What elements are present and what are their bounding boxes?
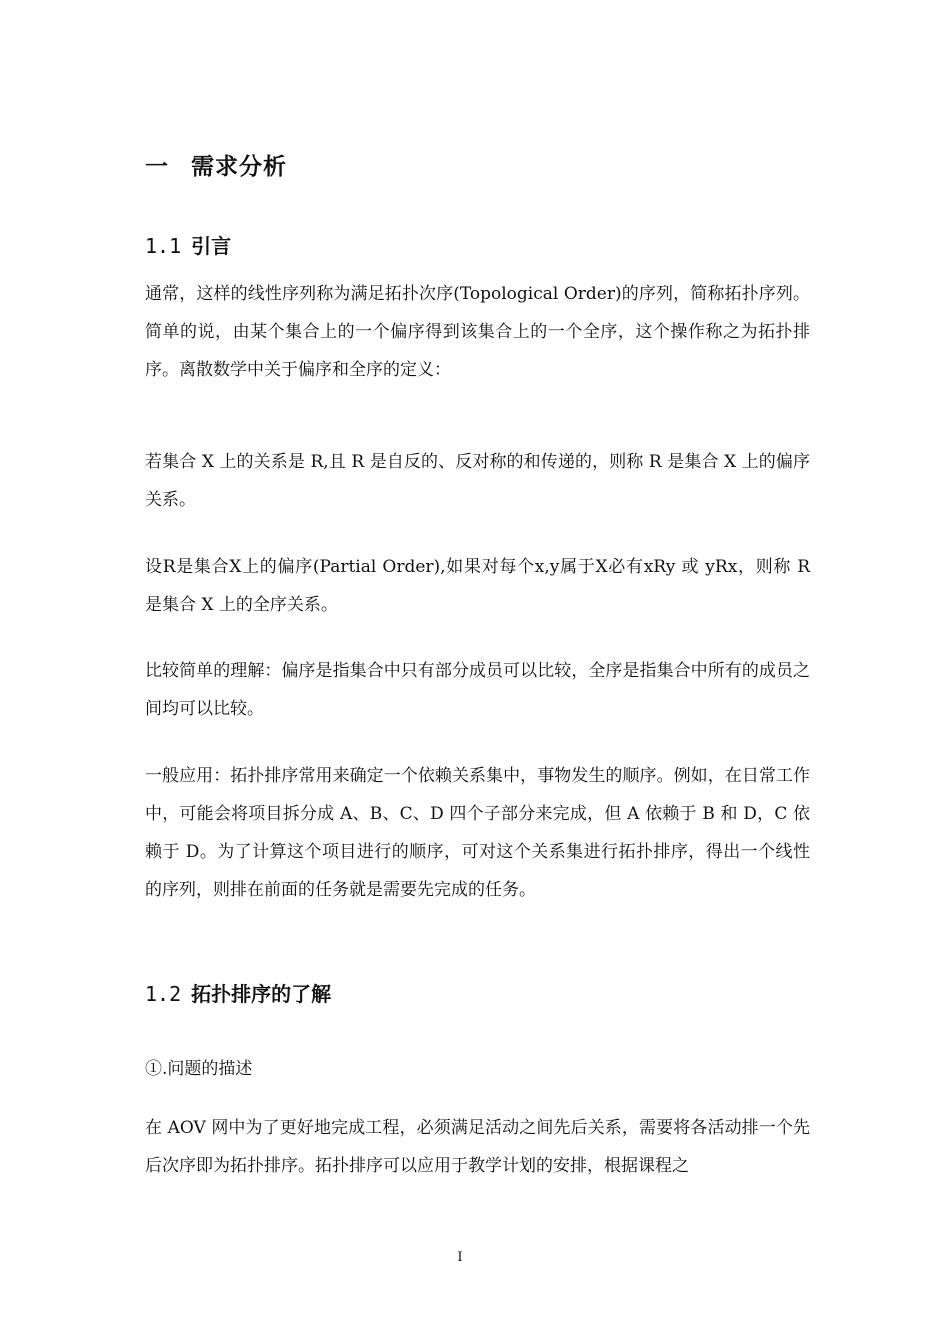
paragraph: 在 AOV 网中为了更好地完成工程，必须满足活动之间先后关系，需要将各活动排一个先后次序即为拓扑排序。拓扑排序可以应用于教学计划的安排，根据课程之	[145, 1118, 810, 1176]
chapter-number: 一	[145, 154, 169, 180]
paragraph: 一般应用：拓扑排序常用来确定一个依赖关系集中，事物发生的顺序。例如，在日常工作中，可能会将项目拆分成 A、B、C、D 四个子部分来完成，但 A 依赖于 B 和 D，C 依赖于 D。为了计算这个项目进行的顺序，可对这个关系集进行拓扑排序，得出一个线性的序列，则排在前面的任务就是需要先完成的任务。	[145, 766, 810, 900]
paragraph: 通常，这样的线性序列称为满足拓扑次序(Topological Order)的序列，简称拓扑序列。简单的说，由某个集合上的一个偏序得到该集合上的一个全序，这个操作称之为拓扑排序。离散数学中关于偏序和全序的定义：	[145, 284, 810, 380]
page-number: I	[457, 1250, 463, 1265]
section-heading-1-1	[145, 230, 231, 259]
section-number: 1.1	[145, 234, 182, 258]
section-heading-1-2	[145, 978, 331, 1007]
section-title: 拓扑排序的了解	[191, 982, 332, 1006]
chapter-title: 需求分析	[191, 154, 287, 180]
section-number: 1.2	[145, 982, 182, 1006]
section-title: 引言	[191, 234, 232, 258]
paragraph: 设R是集合X上的偏序(Partial Order),如果对每个x,y属于X必有xRy 或 yRx，则称 R 是集合 X 上的全序关系。	[145, 557, 810, 615]
subsection-heading: ①.问题的描述	[145, 1059, 253, 1079]
paragraph: 比较简单的理解：偏序是指集合中只有部分成员可以比较，全序是指集合中所有的成员之间均可以比较。	[145, 661, 810, 719]
chapter-heading	[145, 148, 287, 181]
paragraph: 若集合 X 上的关系是 R,且 R 是自反的、反对称的和传递的，则称 R 是集合 X 上的偏序关系。	[145, 452, 810, 510]
